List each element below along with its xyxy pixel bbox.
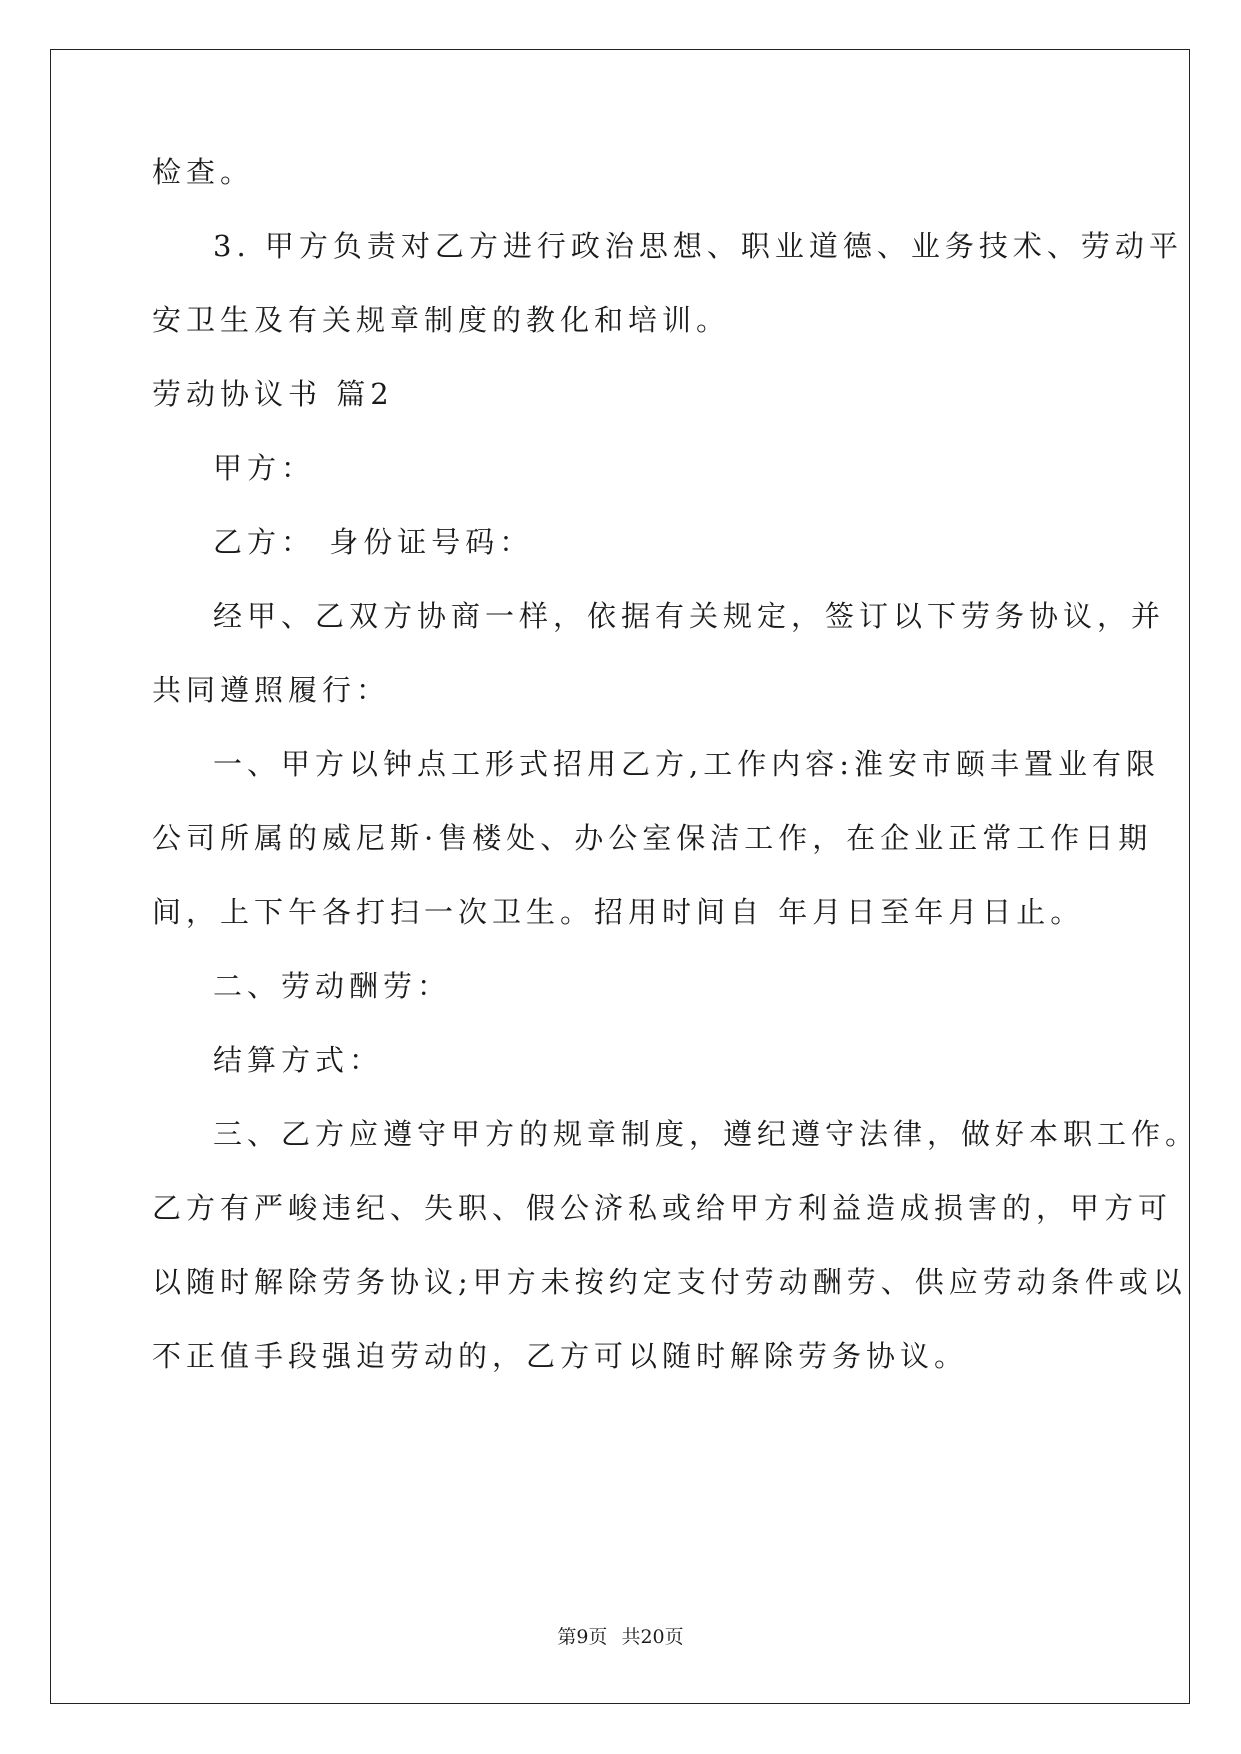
- text-line: 一、甲方以钟点工形式招用乙方,工作内容:淮安市颐丰置业有限: [213, 747, 1160, 781]
- text-line: 乙方有严峻违纪、失职、假公济私或给甲方利益造成损害的，甲方可: [152, 1191, 1173, 1225]
- page-number: 第9页: [557, 1626, 608, 1648]
- text-line: 经甲、乙双方协商一样，依据有关规定，签订以下劳务协议，并: [213, 599, 1166, 633]
- text-line: 公司所属的威尼斯·售楼处、办公室保洁工作，在企业正常工作日期: [152, 821, 1153, 855]
- text-line: 检查。: [152, 155, 255, 189]
- text-line: 结算方式：: [213, 1043, 384, 1077]
- text-line: 不正值手段强迫劳动的，乙方可以随时解除劳务协议。: [152, 1339, 969, 1373]
- text-line: 安卫生及有关规章制度的教化和培训。: [152, 303, 731, 337]
- page-footer: [0, 1622, 1241, 1649]
- text-line: 二、劳动酬劳：: [213, 969, 452, 1003]
- page-total: 共20页: [621, 1626, 684, 1648]
- section-heading: 劳动协议书 篇2: [152, 377, 394, 411]
- text-line: 乙方： 身份证号码：: [213, 525, 534, 559]
- text-line: 共同遵照履行：: [152, 673, 391, 707]
- text-line: 间，上下午各打扫一次卫生。招用时间自 年月日至年月日止。: [152, 895, 1085, 929]
- page-border: [50, 49, 1190, 1704]
- text-line: 3. 甲方负责对乙方进行政治思想、职业道德、业务技术、劳动平: [213, 229, 1183, 263]
- text-line: 以随时解除劳务协议;甲方未按约定支付劳动酬劳、供应劳动条件或以: [152, 1265, 1187, 1299]
- text-line: 三、乙方应遵守甲方的规章制度，遵纪遵守法律，做好本职工作。: [213, 1117, 1200, 1151]
- text-line: 甲方：: [213, 451, 316, 485]
